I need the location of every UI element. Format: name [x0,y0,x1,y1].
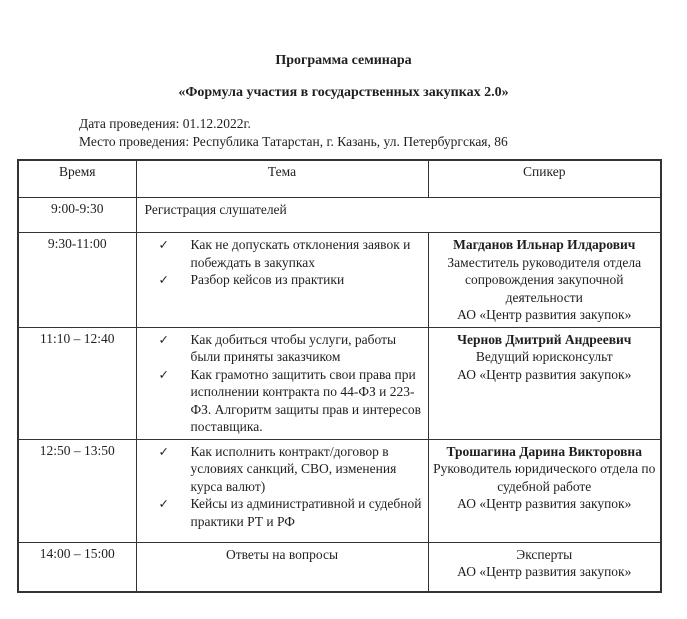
topic-text: Кейсы из административной и судебной практики РТ и РФ [190,496,422,529]
col-header-speaker: Спикер [428,160,661,198]
speaker-cell [428,233,661,328]
col-header-topic: Тема [136,160,428,198]
time-cell: 9:30-11:00 [18,233,136,328]
topic-cell [136,198,661,233]
speaker-name: Трошагина Дарина Викторовна [446,443,642,459]
topic-text: Как не допускать отклонения заявок и побеждать в закупках [190,237,411,270]
topic-text: Ответы на вопросы [225,546,339,562]
topic-bullet [141,443,424,496]
speaker-name: Чернов Дмитрий Андреевич [457,331,632,347]
topic-cell [136,439,428,542]
topic-cell [136,233,428,328]
speaker-role: Заместитель руководителя отдела сопровождения закупочной деятельности [447,254,642,305]
location-line: Место проведения: Республика Татарстан, г. Казань, ул. Петербургская, 86 [79,134,508,149]
topic-text: Разбор кейсов из практики [190,272,345,287]
time-cell: 11:10 – 12:40 [18,327,136,439]
checkmark-icon: ✓ [158,331,169,347]
table-row [18,439,661,542]
speaker-role: Эксперты [516,546,573,562]
table-body [18,198,661,593]
table-row [18,327,661,439]
table-row [18,198,661,233]
speaker-role: Руководитель юридического отдела по судебной работе [433,461,656,494]
topic-bullet [141,236,424,271]
speaker-org: АО «Центр развития закупок» [457,564,632,579]
time-cell: 12:50 – 13:50 [18,439,136,542]
time-cell: 14:00 – 15:00 [18,542,136,592]
time-cell: 9:00-9:30 [18,198,136,233]
topic-bullet [141,271,424,289]
table-header [18,160,661,198]
speaker-role: Ведущий юрисконсульт [475,349,613,364]
page-title: Программа семинара [275,53,412,68]
page-subtitle: «Формула участия в государственных закупках 2.0» [178,85,509,100]
topic-text: Регистрация слушателей [144,202,287,217]
speaker-cell [428,327,661,439]
program-table [17,159,662,593]
topic-bullet [141,495,424,530]
checkmark-icon: ✓ [158,366,169,382]
checkmark-icon: ✓ [158,496,169,511]
table-row [18,542,661,592]
speaker-name: Магданов Ильнар Илдарович [453,237,636,252]
col-header-time: Время [18,160,136,198]
checkmark-icon: ✓ [158,443,169,459]
topic-text: Как грамотно защитить свои права при исполнении контракта по 44-ФЗ и 223-ФЗ. Алгоритм защиты прав и интересов поставщика. [190,366,422,434]
meta-block [79,115,687,151]
table-row [18,233,661,328]
speaker-org: АО «Центр развития закупок» [457,366,632,382]
topic-text: Как исполнить контракт/договор в условиях санкций, СВО, изменения курса валют) [190,443,397,494]
header-row [18,160,661,198]
speaker-cell [428,439,661,542]
speaker-org: АО «Центр развития закупок» [457,307,632,322]
speaker-cell [428,542,661,592]
speaker-org: АО «Центр развития закупок» [457,496,632,511]
checkmark-icon: ✓ [158,237,169,252]
date-line: Дата проведения: 01.12.2022г. [79,116,251,131]
checkmark-icon: ✓ [158,272,169,287]
topic-cell [136,542,428,592]
topic-bullet [141,366,424,436]
topic-bullet [141,331,424,366]
topic-text: Как добиться чтобы услуги, работы были приняты заказчиком [190,331,397,364]
topic-cell [136,327,428,439]
